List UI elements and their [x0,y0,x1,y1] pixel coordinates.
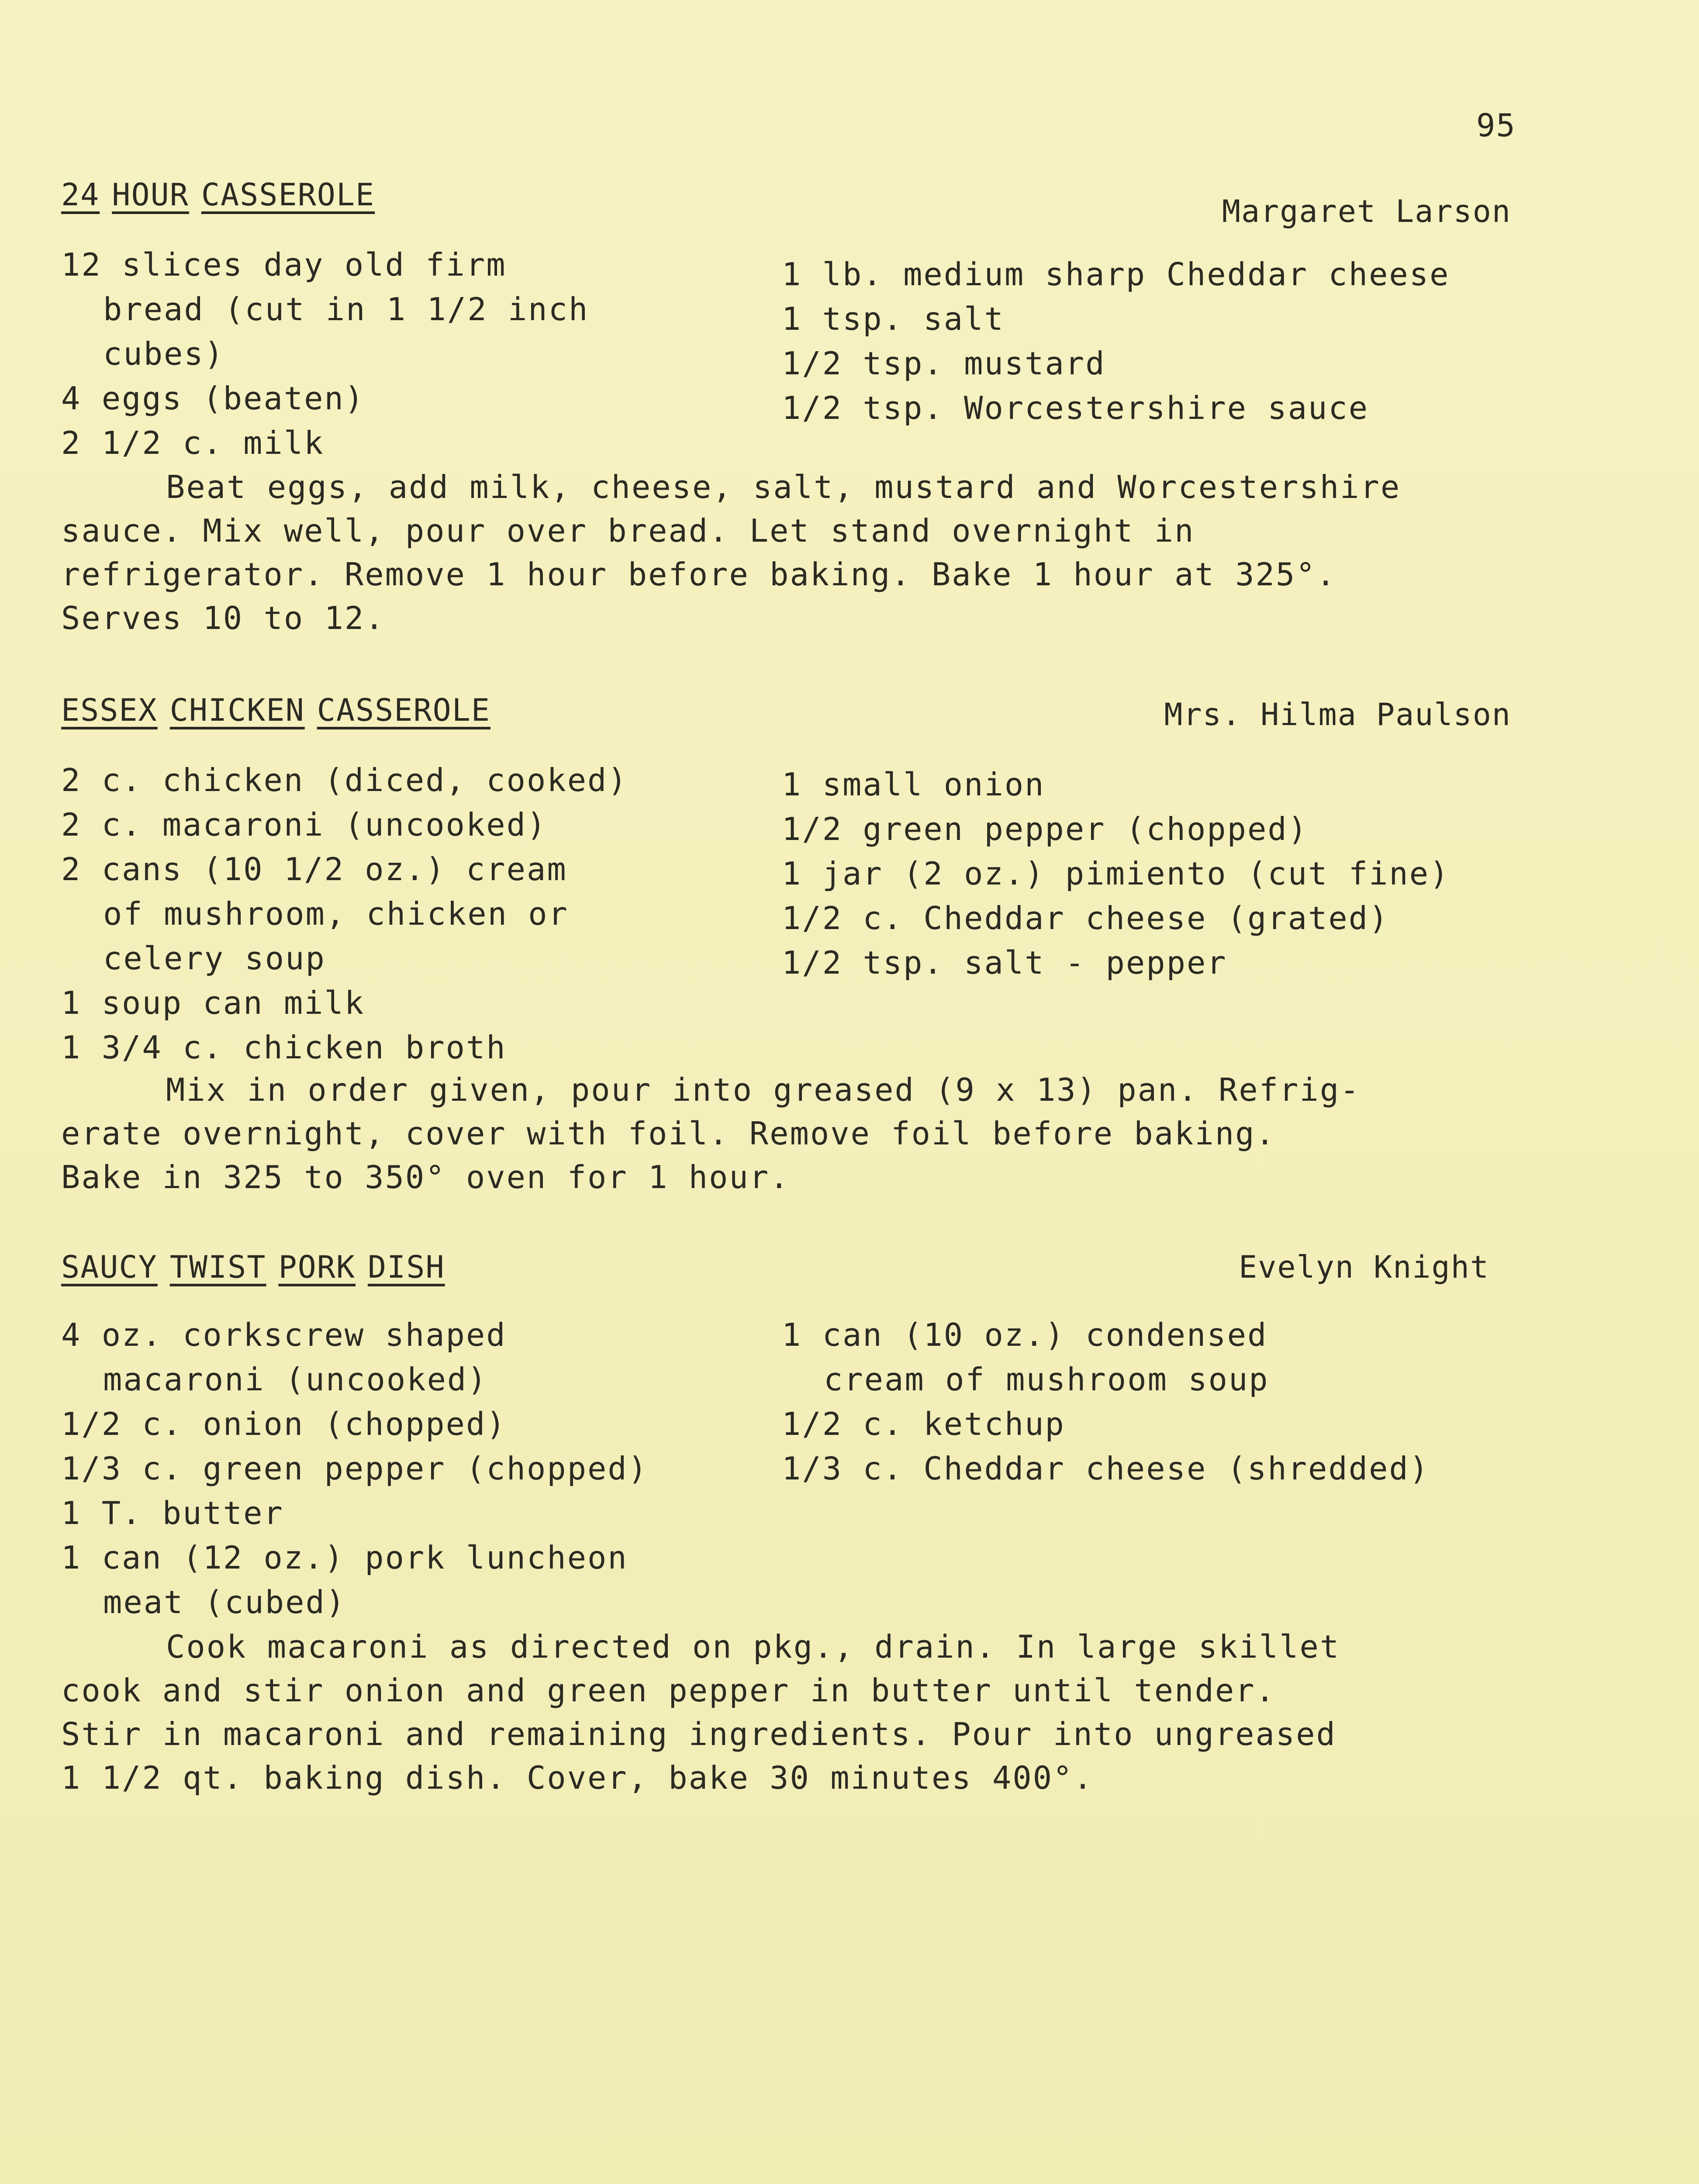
directions-line: refrigerator. Remove 1 hour before baking. Bake 1 hour at 325°. [61,556,1336,593]
title-word: HOUR [112,177,189,213]
ingredient-line: 1/2 c. Cheddar cheese (grated) [782,900,1389,936]
directions-line: cook and stir onion and green pepper in butter until tender. [61,1672,1276,1709]
directions-line: Beat eggs, add milk, cheese, salt, mustard and Worcestershire [166,469,1401,505]
recipe-directions [61,1625,1511,1800]
ingredients-right [782,762,1524,985]
ingredients-right [782,1313,1524,1491]
title-word: CASSEROLE [317,692,491,728]
ingredients-left [61,1313,769,1624]
ingredient-line: 1 small onion [782,766,1045,803]
ingredient-line: 1 lb. medium sharp Cheddar cheese [782,256,1450,293]
recipe-directions [61,465,1511,640]
ingredient-line: 2 1/2 c. milk [61,425,325,461]
ingredient-line: 1 tsp. salt [782,301,1005,337]
ingredient-line: 4 oz. corkscrew shaped [61,1317,507,1353]
directions-line: Cook macaroni as directed on pkg., drain. In large skillet [166,1628,1340,1665]
title-word: 24 [61,177,100,213]
ingredient-line: meat (cubed) [103,1584,346,1621]
ingredient-line: 1 can (10 oz.) condensed [782,1317,1268,1353]
recipe-author: Margaret Larson [1222,194,1511,229]
recipe-title [61,177,387,213]
title-word: DISH [368,1249,445,1285]
ingredient-line: macaroni (uncooked) [103,1361,488,1398]
ingredient-line: bread (cut in 1 1/2 inch [103,291,589,328]
ingredient-line: of mushroom, chicken or [103,895,569,932]
ingredient-line: 1 soup can milk [61,985,365,1021]
ingredient-line: cubes) [103,335,225,372]
title-word: PORK [278,1249,356,1285]
ingredient-line: 12 slices day old firm [61,246,507,283]
ingredient-line: 1/2 tsp. mustard [782,345,1106,382]
recipe-author: Mrs. Hilma Paulson [1164,697,1511,733]
recipe-author: Evelyn Knight [1239,1249,1489,1285]
title-word: ESSEX [61,692,158,728]
ingredient-line: 1 jar (2 oz.) pimiento (cut fine) [782,855,1450,892]
ingredient-line: 2 cans (10 1/2 oz.) cream [61,851,567,888]
directions-line: Mix in order given, pour into greased (9 x 13) pan. Refrig- [166,1071,1361,1108]
ingredient-line: 1 T. butter [61,1495,284,1531]
title-word: CASSEROLE [201,177,375,213]
recipe-title [61,1249,457,1285]
ingredient-line: cream of mushroom soup [824,1361,1269,1398]
ingredient-line: 2 c. chicken (diced, cooked) [61,762,628,798]
ingredients-left [61,242,769,465]
ingredient-line: 1/2 c. ketchup [782,1406,1065,1442]
ingredient-line: 1/3 c. green pepper (chopped) [61,1450,649,1487]
ingredient-line: 2 c. macaroni (uncooked) [61,806,547,843]
directions-line: erate overnight, cover with foil. Remove foil before baking. [61,1115,1276,1152]
ingredient-line: celery soup [103,940,326,977]
directions-line: Stir in macaroni and remaining ingredients. Pour into ungreased [61,1716,1336,1752]
ingredient-line: 1/3 c. Cheddar cheese (shredded) [782,1450,1430,1487]
recipe-title [61,692,503,728]
recipe-24-hour-casserole [61,177,1511,657]
title-word: SAUCY [61,1249,158,1285]
title-word: TWIST [169,1249,266,1285]
ingredient-line: 1 3/4 c. chicken broth [61,1029,507,1066]
directions-line: sauce. Mix well, pour over bread. Let stand overnight in [61,512,1195,549]
ingredient-line: 1/2 tsp. Worcestershire sauce [782,390,1369,426]
ingredient-line: 1 can (12 oz.) pork luncheon [61,1539,628,1576]
directions-line: Bake in 325 to 350° oven for 1 hour. [61,1159,790,1196]
page-number: 95 [1476,107,1516,144]
recipe-essex-chicken-casserole [61,692,1511,1216]
directions-line: Serves 10 to 12. [61,600,385,636]
ingredients-right [782,252,1524,430]
directions-line: 1 1/2 qt. baking dish. Cover, bake 30 minutes 400°. [61,1759,1094,1796]
recipe-saucy-twist-pork-dish [61,1249,1511,1817]
title-word: CHICKEN [169,692,305,728]
ingredient-line: 1/2 tsp. salt - pepper [782,944,1227,981]
ingredient-line: 4 eggs (beaten) [61,380,365,417]
recipe-directions [61,1068,1511,1199]
ingredient-line: 1/2 green pepper (chopped) [782,811,1309,847]
ingredient-line: 1/2 c. onion (chopped) [61,1406,507,1442]
ingredients-left [61,758,769,1070]
